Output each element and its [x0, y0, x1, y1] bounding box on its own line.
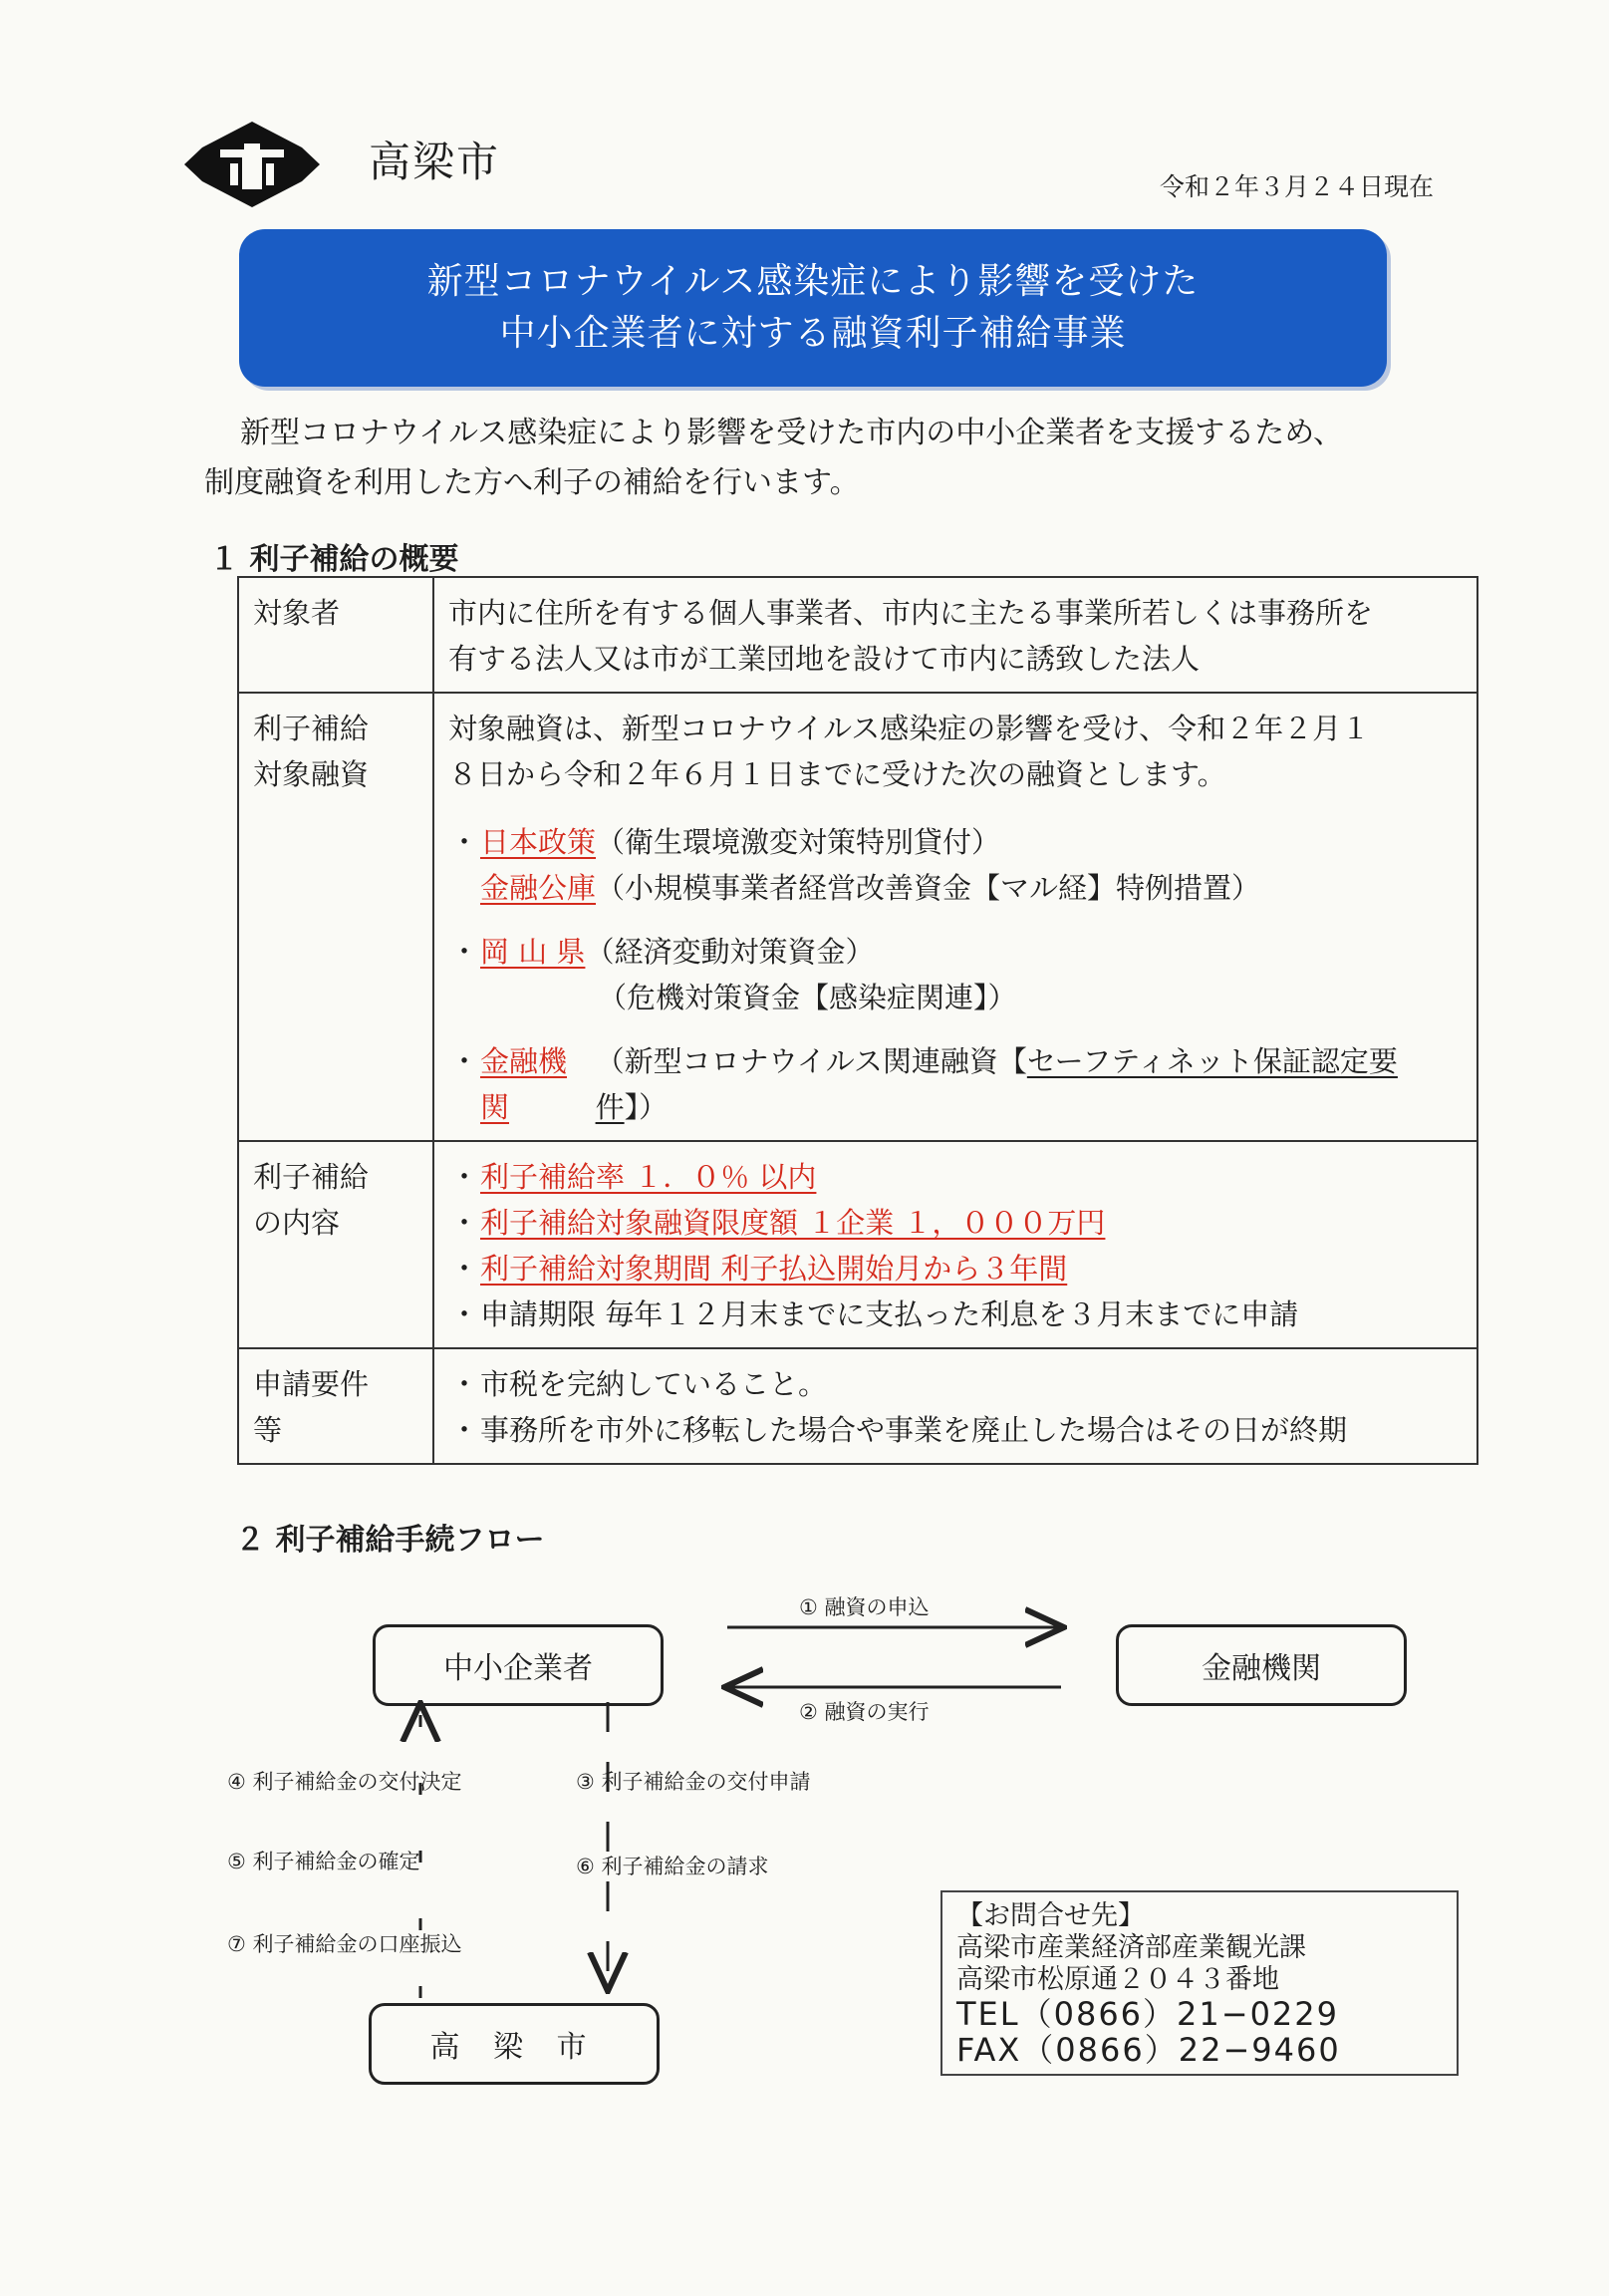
table-row [238, 577, 1477, 693]
node-bank: 金融機関 [1116, 1624, 1407, 1706]
step-3-label: ③ 利子補給金の交付申請 [576, 1770, 811, 1794]
lender-name: 日本政策 [480, 825, 597, 859]
step-6-label: ⑥ 利子補給金の請求 [576, 1855, 769, 1878]
row-label-text: 申請要件 [253, 1367, 370, 1401]
as-of-date: 令和２年３月２４日現在 [1159, 172, 1434, 201]
contact-box [940, 1890, 1459, 2076]
step-4-label: ④ 利子補給金の交付決定 [227, 1770, 462, 1794]
row-label-content [238, 1141, 433, 1348]
target-text-line1: 市内に住所を有する個人事業者、市内に主たる事業所若しくは事務所を [448, 596, 1374, 630]
node-city: 高 梁 市 [369, 2003, 660, 2085]
section2-heading: ２ 利子補給手続フロー [235, 1523, 545, 1558]
contact-heading: 【お問合せ先】 [956, 1900, 1145, 1931]
table-row [238, 1348, 1477, 1464]
list-item [448, 975, 1467, 1020]
list-item [448, 865, 1467, 911]
table-row [238, 1141, 1477, 1348]
intro-line2: 制度融資を利用した方へ利子の補給を行います。 [204, 465, 860, 500]
bullet: ・ [449, 825, 479, 859]
contact-tel: TEL（0866）21−0229 [956, 1995, 1340, 2033]
lender-name: 岡 山 県 [480, 935, 586, 969]
loan-detail: （小規模事業者経営改善資金【マル経】特例措置） [596, 871, 1261, 905]
city-name: 高梁市 [369, 138, 501, 186]
list-item [448, 929, 1467, 975]
node-sme: 中小企業者 [373, 1624, 664, 1706]
contact-department: 高梁市産業経済部産業観光課 [956, 1932, 1306, 1963]
list-item: ・ 申請期限 毎年１２月末までに支払った利息を３月末までに申請 [449, 1297, 1299, 1331]
list-item [448, 1038, 1467, 1130]
list-item [448, 819, 1467, 865]
step-1-label: ① 融資の申込 [799, 1595, 930, 1619]
row-label-loans [238, 693, 433, 1141]
title-banner [239, 229, 1387, 387]
target-text-line2: 有する法人又は市が工業団地を設けて市内に誘致した法人 [448, 642, 1201, 676]
banner-title-line1: 新型コロナウイルス感染症により影響を受けた [426, 261, 1200, 302]
loan-detail: （新型コロナウイルス関連融資【セーフティネット保証認定要件】） [595, 1044, 1398, 1124]
list-item: ・ 利子補給対象融資限度額 １企業 １，０００万円 [449, 1206, 1106, 1240]
row-label-text: 利子補給 [253, 1160, 370, 1194]
loan-detail: （衛生環境激変対策特別貸付） [596, 825, 1001, 859]
loans-text-line1: 対象融資は、新型コロナウイルス感染症の影響を受け、令和２年２月１ [448, 712, 1371, 745]
row-content-loans [433, 693, 1477, 1141]
step-5-label: ⑤ 利子補給金の確定 [227, 1850, 420, 1873]
row-content-target [433, 577, 1477, 693]
table-row [238, 693, 1477, 1141]
row-content-requirements [433, 1348, 1477, 1464]
list-item: ・ 利子補給対象期間 利子払込開始月から３年間 [449, 1252, 1068, 1286]
contact-fax: FAX（0866）22−9460 [956, 2031, 1341, 2069]
step-7-label: ⑦ 利子補給金の口座振込 [227, 1932, 462, 1956]
row-label-text: 対象者 [253, 596, 341, 630]
overview-table [237, 576, 1478, 1465]
bullet: ・ [449, 935, 479, 969]
intro-line1: 新型コロナウイルス感染症により影響を受けた市内の中小企業者を支援するため、 [240, 416, 1343, 450]
row-label-target [238, 577, 433, 693]
lender-name: 金融機関 [480, 1044, 568, 1124]
loan-detail: （危機対策資金【感染症関連】） [598, 981, 1017, 1014]
bullet: ・ [449, 1044, 479, 1078]
row-label-requirements [238, 1348, 433, 1464]
row-label-text: 利子補給 [253, 712, 370, 745]
row-label-text: 対象融資 [253, 757, 370, 791]
banner-title-line2: 中小企業者に対する融資利子補給事業 [499, 313, 1127, 354]
list-item: ・ 市税を完納していること。 [449, 1367, 828, 1401]
intro-paragraph [204, 409, 1460, 508]
row-content-content [433, 1141, 1477, 1348]
list-item: ・ 事務所を市外に移転した場合や事業を廃止した場合はその日が終期 [449, 1413, 1348, 1447]
contact-address: 高梁市松原通２０４３番地 [956, 1964, 1279, 1995]
lender-name: 金融公庫 [480, 871, 597, 905]
loans-text-line2: ８日から令和２年６月１日までに受けた次の融資とします。 [448, 757, 1226, 791]
loan-detail: （経済変動対策資金） [585, 935, 875, 969]
row-label-text: の内容 [253, 1206, 341, 1240]
city-emblem-logo [182, 120, 322, 209]
list-item: ・ 利子補給率 １．０％ 以内 [449, 1160, 817, 1194]
section1-heading: １ 利子補給の概要 [209, 542, 459, 577]
step-2-label: ② 融資の実行 [799, 1700, 930, 1724]
row-label-text: 等 [253, 1413, 283, 1447]
